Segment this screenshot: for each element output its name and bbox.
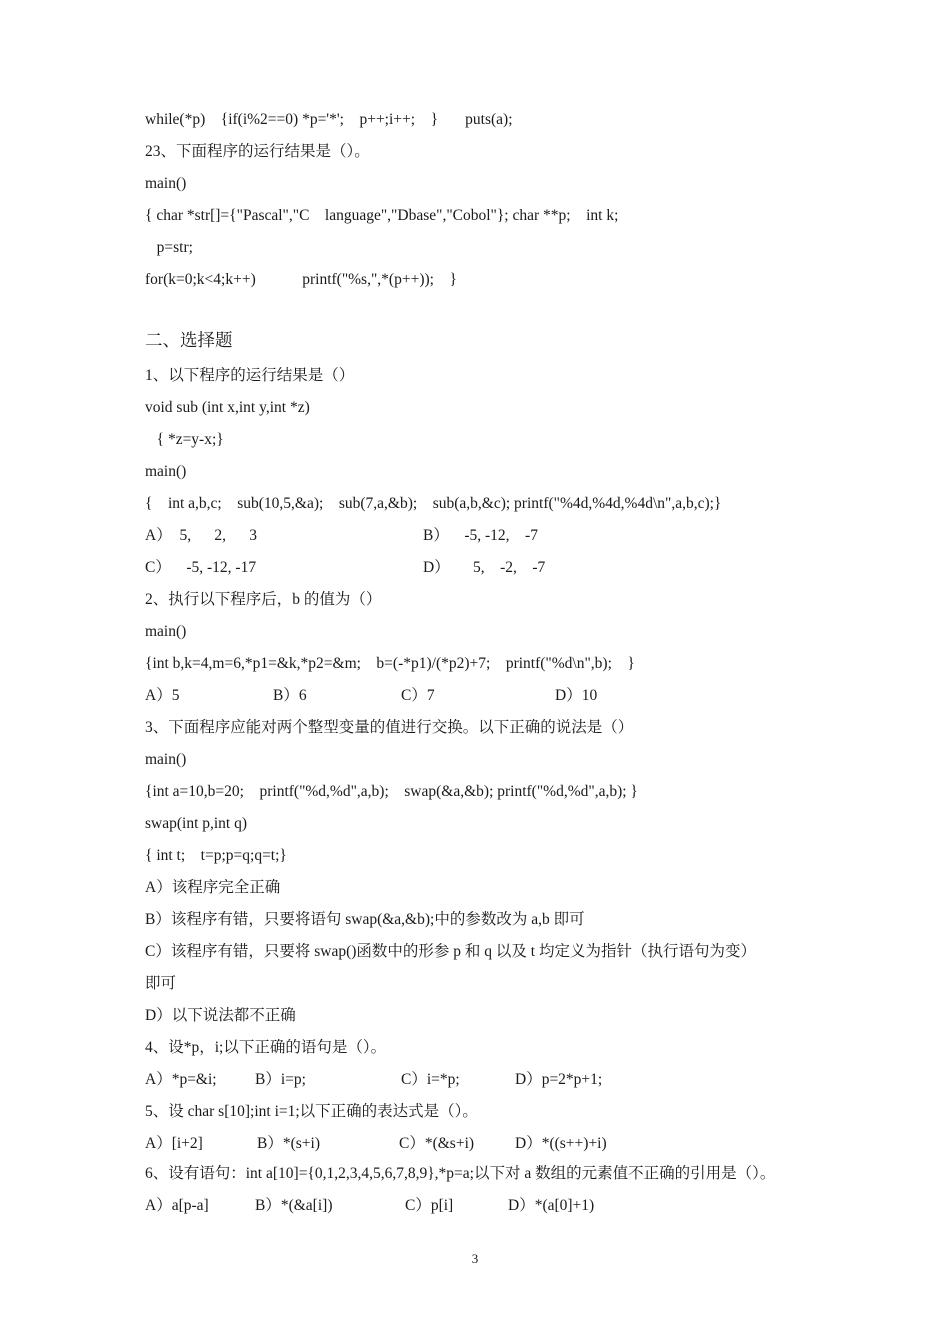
section-title: 二、选择题 <box>145 330 233 350</box>
code-line: main() <box>145 175 187 192</box>
option-d: D）p=2*p+1; <box>515 1071 603 1088</box>
code-line: main() <box>145 751 187 768</box>
option-a: A）*p=&i; <box>145 1071 217 1088</box>
option-b: B）*(s+i) <box>257 1135 320 1152</box>
option-b: B）*(&a[i]) <box>255 1197 333 1214</box>
question-3-title: 3、下面程序应能对两个整型变量的值进行交换。以下正确的说法是（） <box>145 719 634 736</box>
option-b: B）6 <box>273 687 307 704</box>
code-line: p=str; <box>145 239 193 256</box>
question-1-title: 1、以下程序的运行结果是（） <box>145 367 355 384</box>
question-5-title: 5、设 char s[10];int i=1;以下正确的表达式是（）。 <box>145 1103 478 1120</box>
code-line: { *z=y-x;} <box>145 431 224 448</box>
question-4-title: 4、设*p，i;以下正确的语句是（）。 <box>145 1039 387 1056</box>
option-c: C）p[i] <box>405 1197 454 1214</box>
option-b: B）该程序有错，只要将语句 swap(&a,&b);中的参数改为 a,b 即可 <box>145 911 585 928</box>
code-line: main() <box>145 463 187 480</box>
option-d: D）*((s++)+i) <box>515 1135 607 1152</box>
option-a: A）5 <box>145 687 180 704</box>
question-23-title: 23、下面程序的运行结果是（）。 <box>145 143 370 160</box>
option-c: C） -5, -12, -17 <box>145 559 257 576</box>
option-d: D） 5, -2, -7 <box>423 559 546 576</box>
option-b: B）i=p; <box>255 1071 306 1088</box>
option-c: C）*(&s+i) <box>399 1135 475 1152</box>
option-a: A） 5, 2, 3 <box>145 527 257 544</box>
option-c: C）7 <box>401 687 435 704</box>
option-b: B） -5, -12, -7 <box>423 527 538 544</box>
code-line: void sub (int x,int y,int *z) <box>145 399 310 416</box>
page-number: 3 <box>471 1251 479 1266</box>
code-line: { int a,b,c; sub(10,5,&a); sub(7,a,&b); sub(a,b,&c); printf("%4d,%4d,%4d\n",a,b,c);} <box>145 495 722 512</box>
code-line: { char *str[]={"Pascal","C language","Dbase","Cobol"}; char **p; int k; <box>145 207 619 224</box>
option-a: A）a[p-a] <box>145 1197 209 1214</box>
question-6-title: 6、设有语句：int a[10]={0,1,2,3,4,5,6,7,8,9},*p=a;以下对 a 数组的元素值不正确的引用是（）。 <box>145 1165 776 1182</box>
option-a: A）[i+2] <box>145 1135 203 1152</box>
option-d: D）以下说法都不正确 <box>145 1007 296 1024</box>
code-line: { int t; t=p;p=q;q=t;} <box>145 847 287 864</box>
code-line: {int a=10,b=20; printf("%d,%d",a,b); swap(&a,&b); printf("%d,%d",a,b); } <box>145 783 638 800</box>
option-a: A）该程序完全正确 <box>145 879 281 896</box>
option-c-continued: 即可 <box>145 975 177 992</box>
code-line: swap(int p,int q) <box>145 815 248 832</box>
code-line: {int b,k=4,m=6,*p1=&k,*p2=&m; b=(-*p1)/(*p2)+7; printf("%d\n",b); } <box>145 655 635 672</box>
option-d: D）*(a[0]+1) <box>508 1197 595 1214</box>
question-2-title: 2、执行以下程序后，b 的值为（） <box>145 591 382 608</box>
option-c: C）该程序有错，只要将 swap()函数中的形参 p 和 q 以及 t 均定义为指针（执行语句为变） <box>145 943 756 960</box>
option-c: C）i=*p; <box>401 1071 460 1088</box>
option-d: D）10 <box>555 687 598 704</box>
code-line: for(k=0;k<4;k++) printf("%s,",*(p++)); } <box>145 271 457 288</box>
code-line: while(*p) {if(i%2==0) *p='*'; p++;i++; } puts(a); <box>145 111 513 128</box>
code-line: main() <box>145 623 187 640</box>
